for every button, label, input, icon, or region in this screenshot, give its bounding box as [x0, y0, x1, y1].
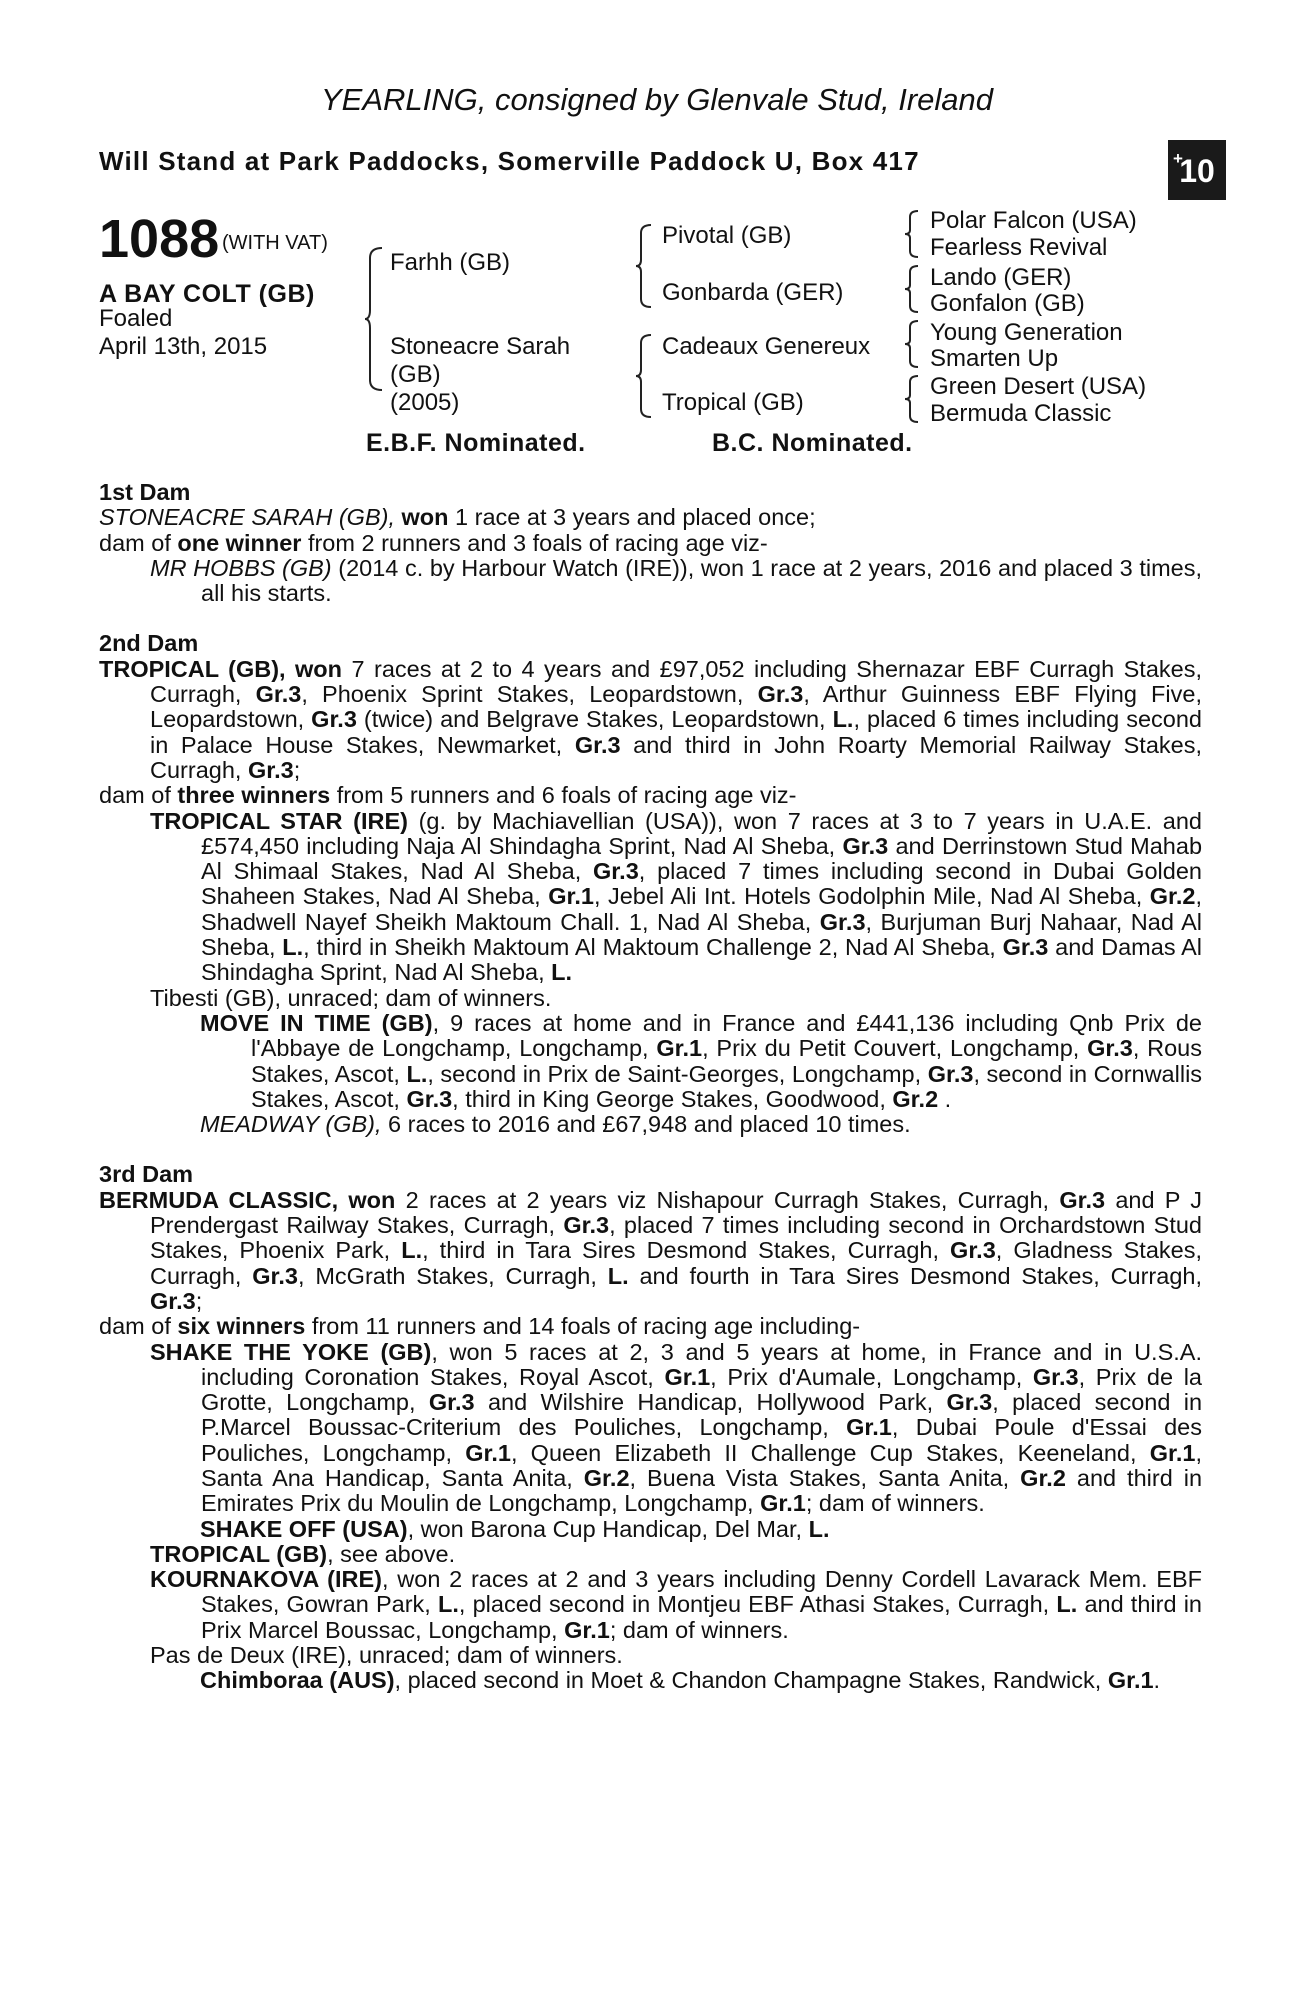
record-text: , Buena Vista Stakes, Santa Anita,	[629, 1464, 1010, 1491]
progeny-name: MEADWAY (GB),	[200, 1111, 382, 1138]
grade: L.	[551, 959, 573, 986]
dam-of-label: dam of	[99, 782, 171, 809]
record-text: , Burjuman Burj Nahaar, Nad Al Sheba,	[201, 908, 1203, 961]
grade: L.	[607, 1262, 629, 1289]
grade: Gr.1	[846, 1414, 892, 1441]
sire-sire: Pivotal (GB)	[662, 222, 792, 249]
grade: Gr.1	[664, 1363, 711, 1390]
grandparent-1: Polar Falcon (USA)	[930, 207, 1137, 234]
grade: Gr.1	[564, 1616, 610, 1643]
grade: Gr.3	[927, 1060, 974, 1087]
produce-summary: from 5 runners and 6 foals of racing age viz-	[336, 782, 797, 809]
record-text: , Shadwell Nayef Sheikh Maktoum Chall. 1, Nad Al Sheba,	[201, 883, 1203, 935]
record-text: 2 races at 2 years viz Nishapour Curragh Stakes, Curragh,	[405, 1186, 1050, 1213]
winner-count: six winners	[177, 1313, 306, 1340]
grade: Gr.3	[946, 1389, 993, 1416]
grade: L.	[1056, 1591, 1078, 1618]
grade: Gr.1	[760, 1490, 806, 1517]
progeny-name: SHAKE THE YOKE (GB)	[150, 1338, 432, 1365]
won-word: won	[401, 504, 449, 531]
sire-dam: Gonbarda (GER)	[662, 279, 844, 306]
grandparent-3: Lando (GER)	[930, 264, 1072, 291]
record-text: , second in Cornwallis Stakes, Ascot,	[251, 1060, 1203, 1112]
record-text: , Prix de la Grotte, Longchamp,	[201, 1363, 1202, 1416]
record-text: , placed 6 times including second in Palace House Stakes, Newmarket,	[150, 706, 1202, 758]
record-text: ;	[293, 756, 301, 783]
record-text: , Prix d'Aumale, Longchamp,	[710, 1363, 1023, 1390]
first-dam-heading: 1st Dam	[99, 479, 191, 505]
record-text: , placed second in Moet & Chandon Champagne Stakes, Randwick,	[394, 1667, 1102, 1694]
badge-plus: +	[1173, 149, 1183, 168]
bc-nominated: B.C. Nominated.	[712, 429, 913, 457]
third-dam-record	[99, 1188, 1202, 1314]
record-text: ; dam of winners.	[805, 1490, 985, 1517]
record-text: .	[944, 1085, 952, 1112]
grade: Gr.1	[1107, 1667, 1154, 1694]
grade: Gr.3	[1059, 1186, 1106, 1213]
grade: Gr.3	[406, 1085, 453, 1112]
lot-number: 1088	[99, 209, 220, 269]
record-text: , Jebel Ali Int. Hotels Godolphin Mile, Nad Al Sheba,	[593, 883, 1143, 910]
progeny-name: MR HOBBS (GB)	[150, 554, 332, 581]
second-dam-name: TROPICAL (GB),	[99, 655, 286, 682]
progeny-meadway	[99, 1112, 1202, 1137]
record-text: , won 2 races at 2 and 3 years including Denny Cordell Lavarack Mem. EBF Stakes, Gowran Park,	[201, 1566, 1202, 1618]
second-dam-heading: 2nd Dam	[99, 630, 199, 657]
progeny-shake-the-yoke	[99, 1340, 1202, 1517]
record-text: , Gladness Stakes, Curragh,	[150, 1237, 1203, 1289]
record-text: , placed second in P.Marcel Boussac-Criterium des Pouliches, Longchamp,	[201, 1389, 1203, 1441]
progeny-mr-hobbs	[99, 556, 1202, 607]
progeny-name: TROPICAL STAR (IRE)	[150, 807, 408, 834]
grade: Gr.2	[583, 1464, 630, 1491]
grade: L.	[401, 1237, 423, 1264]
progeny-tropical-star	[99, 809, 1202, 986]
third-dam-name: BERMUDA CLASSIC,	[99, 1186, 339, 1213]
progeny-chimboraa	[99, 1668, 1202, 1693]
record-text: and third in John Roarty Memorial Railway Stakes, Curragh,	[150, 731, 1202, 783]
record-text: , Prix du Petit Couvert, Longchamp,	[702, 1035, 1080, 1062]
grade: Gr.3	[1032, 1363, 1079, 1390]
record-text: , Santa Ana Handicap, Santa Anita,	[201, 1439, 1202, 1491]
grade: Gr.1	[548, 883, 594, 910]
won-word: won	[295, 655, 343, 682]
record-text: , Arthur Guinness EBF Flying Five, Leopardstown,	[150, 681, 1202, 733]
grade: Gr.3	[311, 706, 357, 733]
g-brace-3	[904, 319, 922, 369]
foaled-date: April 13th, 2015	[99, 333, 268, 360]
record-text: , won Barona Cup Handicap, Del Mar,	[407, 1515, 803, 1542]
progeny-pas-de-deux	[99, 1643, 1202, 1668]
progeny-kournakova	[99, 1567, 1202, 1643]
winner-count: one winner	[177, 529, 302, 556]
second-dam-record	[99, 657, 1202, 783]
record-text: , Queen Elizabeth II Challenge Cup Stakes, Keeneland,	[510, 1439, 1137, 1466]
g-brace-2	[904, 264, 922, 314]
third-dam-heading: 3rd Dam	[99, 1161, 194, 1188]
record-text: 7 races at 2 to 4 years and £97,052 including Shernazar EBF Curragh Stakes, Curragh,	[150, 655, 1202, 708]
grade: Gr.3	[950, 1237, 996, 1264]
first-dam-produce	[99, 531, 1202, 556]
dam-name-line3: (2005)	[390, 389, 460, 416]
dam-of-label: dam of	[99, 1313, 171, 1340]
grade: Gr.2	[1149, 883, 1196, 910]
third-dam-produce	[99, 1314, 1202, 1339]
dam-sire: Cadeaux Genereux	[662, 333, 871, 360]
grade: L.	[438, 1591, 459, 1618]
first-dam-text: 1 race at 3 years and placed once;	[455, 504, 816, 531]
record-text: .	[1153, 1667, 1161, 1694]
record-text: and third in Emirates Prix du Moulin de Longchamp, Longchamp,	[201, 1464, 1203, 1517]
grade: Gr.3	[842, 832, 889, 859]
g-brace-4	[904, 374, 922, 424]
catalogue-body	[99, 480, 1202, 1694]
g-brace-1	[904, 209, 922, 259]
record-text: , Rous Stakes, Ascot,	[251, 1035, 1202, 1087]
stand-location: Will Stand at Park Paddocks, Somerville Paddock U, Box 417	[99, 146, 920, 176]
dam-dam: Tropical (GB)	[662, 389, 804, 416]
grade: Gr.3	[247, 756, 294, 783]
record-text: , see above.	[327, 1540, 456, 1567]
record-text: , second in Prix de Saint-Georges, Longchamp,	[427, 1060, 922, 1087]
vat-label: (WITH VAT)	[222, 232, 328, 254]
record-text: (g. by Machiavellian (USA)), won 7 races at 3 to 7 years in U.A.E. and £574,450 including Naja Al Shindagha Sprint, Nad Al Sheba,	[201, 807, 1202, 859]
progeny-name: TROPICAL (GB)	[150, 1540, 328, 1567]
grandparent-5: Young Generation	[930, 319, 1123, 346]
grade: Gr.1	[1149, 1439, 1196, 1466]
dam-name-line2: (GB)	[390, 361, 441, 388]
grade: Gr.3	[819, 908, 866, 935]
badge-number: 10	[1179, 153, 1215, 189]
progeny-name: SHAKE OFF (USA)	[200, 1515, 408, 1542]
winner-count: three winners	[177, 782, 331, 809]
grade: Gr.3	[255, 681, 302, 708]
grade: Gr.3	[150, 1287, 196, 1314]
record-text: , third in Tara Sires Desmond Stakes, Curragh,	[422, 1237, 940, 1264]
record-text: and Derrinstown Stud Mahab Al Shimaal Stakes, Nad Al Sheba,	[201, 832, 1203, 885]
record-text: and Wilshire Handicap, Hollywood Park,	[487, 1389, 934, 1416]
record-text: , placed 7 times including second in Orchardstown Stud Stakes, Phoenix Park,	[150, 1212, 1202, 1264]
record-text: (twice) and Belgrave Stakes, Leopardstown,	[363, 706, 826, 733]
progeny-shake-off	[99, 1517, 1202, 1542]
grade: Gr.1	[465, 1439, 511, 1466]
record-text: , Phoenix Sprint Stakes, Leopardstown,	[301, 681, 744, 708]
sire-brace	[635, 222, 655, 310]
record-text: Tibesti (GB), unraced; dam of winners.	[150, 984, 552, 1011]
lot-description: A BAY COLT (GB)	[99, 280, 315, 308]
first-dam-record	[99, 505, 1202, 530]
record-text: , placed 7 times including second in Dubai Golden Shaheen Stakes, Nad Al Sheba,	[201, 858, 1202, 910]
second-dam-produce	[99, 783, 1202, 808]
progeny-name: Chimboraa (AUS)	[200, 1667, 395, 1694]
grade: Gr.3	[757, 681, 804, 708]
grandparent-4: Gonfalon (GB)	[930, 290, 1085, 317]
progeny-name: MOVE IN TIME (GB)	[200, 1009, 433, 1036]
record-text: , placed second in Montjeu EBF Athasi Stakes, Curragh,	[458, 1591, 1050, 1618]
produce-summary: from 2 runners and 3 foals of racing age viz-	[307, 529, 768, 556]
grandparent-6: Smarten Up	[930, 345, 1059, 372]
grandparent-7: Green Desert (USA)	[930, 373, 1147, 400]
grade: Gr.3	[563, 1212, 610, 1239]
grade: Gr.3	[574, 731, 621, 758]
grade: L.	[832, 706, 854, 733]
record-text: and P J Prendergast Railway Stakes, Curragh,	[150, 1186, 1203, 1239]
grade: Gr.3	[593, 858, 639, 885]
sire-name: Farhh (GB)	[390, 249, 511, 276]
record-text: 6 races to 2016 and £67,948 and placed 10 times.	[388, 1111, 911, 1138]
grade: Gr.2	[1020, 1464, 1066, 1491]
page-title: YEARLING, consigned by Glenvale Stud, Ireland	[320, 82, 994, 117]
sire-dam-brace	[364, 244, 386, 394]
grade: L.	[406, 1060, 428, 1087]
produce-summary: from 11 runners and 14 foals of racing age including-	[311, 1313, 861, 1340]
foaled-label: Foaled	[99, 305, 173, 332]
grade: Gr.3	[1002, 934, 1049, 961]
record-text: , third in Sheikh Maktoum Al Maktoum Challenge 2, Nad Al Sheba,	[303, 934, 996, 961]
lot-badge	[1168, 140, 1226, 200]
grade: Gr.1	[656, 1035, 703, 1062]
progeny-tropical	[99, 1542, 1202, 1567]
grandparent-2: Fearless Revival	[930, 234, 1108, 261]
grade: Gr.3	[252, 1262, 298, 1289]
record-text: Pas de Deux (IRE), unraced; dam of winners.	[150, 1642, 623, 1669]
grade: Gr.3	[1087, 1035, 1133, 1062]
progeny-move-in-time	[99, 1011, 1202, 1112]
record-text: ; dam of winners.	[609, 1616, 789, 1643]
grade: Gr.2	[892, 1085, 939, 1112]
progeny-record: (2014 c. by Harbour Watch (IRE)), won 1 race at 2 years, 2016 and placed 3 times, all his starts.	[201, 554, 1202, 607]
dam-name-line1: Stoneacre Sarah	[390, 333, 571, 360]
won-word: won	[348, 1186, 396, 1213]
record-text: and fourth in Tara Sires Desmond Stakes, Curragh,	[639, 1262, 1202, 1289]
grade: Gr.3	[428, 1389, 475, 1416]
grandparent-8: Bermuda Classic	[930, 400, 1112, 427]
record-text: , won 5 races at 2, 3 and 5 years at home, in France and in U.S.A. including Coronation Stakes, Royal Ascot,	[201, 1338, 1202, 1390]
dam-brace	[635, 332, 655, 420]
record-text: and Damas Al Shindagha Sprint, Nad Al Sheba,	[201, 934, 1202, 986]
progeny-tibesti	[99, 986, 1202, 1011]
record-text: , 9 races at home and in France and £441,136 including Qnb Prix de l'Abbaye de Longchamp, Longchamp,	[251, 1009, 1203, 1062]
ebf-nominated: E.B.F. Nominated.	[366, 429, 586, 457]
record-text: , Dubai Poule d'Essai des Pouliches, Longchamp,	[201, 1414, 1203, 1466]
grade: L.	[808, 1515, 830, 1542]
dam-of-label: dam of	[99, 529, 171, 556]
grade: L.	[282, 934, 304, 961]
record-text: ;	[195, 1287, 203, 1314]
first-dam-name: STONEACRE SARAH (GB),	[99, 504, 395, 531]
record-text: , McGrath Stakes, Curragh,	[298, 1262, 597, 1289]
record-text: , third in King George Stakes, Goodwood,	[452, 1085, 886, 1112]
progeny-name: KOURNAKOVA (IRE)	[150, 1566, 382, 1593]
record-text: and third in Prix Marcel Boussac, Longchamp,	[201, 1591, 1202, 1643]
